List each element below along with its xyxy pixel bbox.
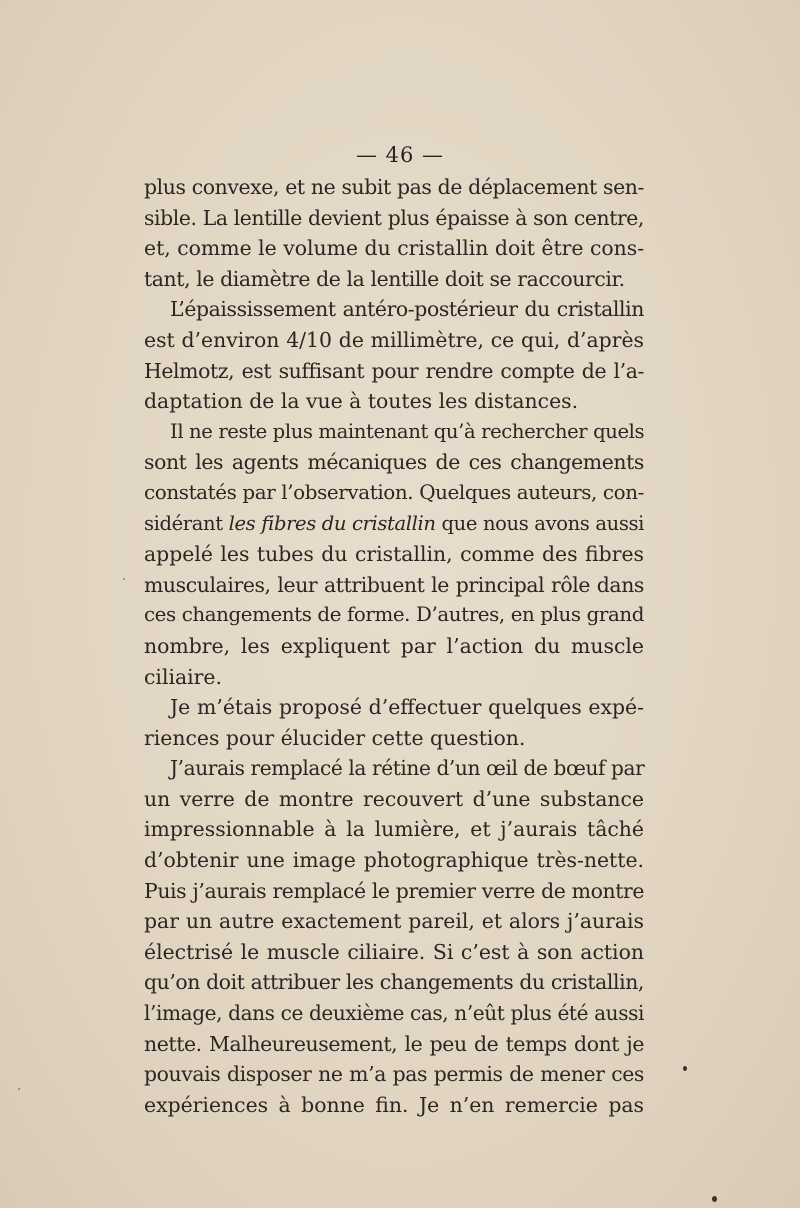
text-line: daptation de la vue à toutes les distances. xyxy=(144,389,579,414)
text-line: tant, le diamètre de la lentille doit se raccourcir. xyxy=(144,266,625,291)
text-line: l’image, dans ce deuxième cas, n’eût plus été aussi xyxy=(144,1001,644,1026)
text-line: est d’environ 4/10 de millimètre, ce qui, d’après xyxy=(144,327,644,352)
text-line: d’obtenir une image photographique très-nette. xyxy=(144,848,644,873)
text-line: et, comme le volume du cristallin doit être cons- xyxy=(144,236,645,261)
text-line: riences pour élucider cette question. xyxy=(144,725,526,750)
paper-speck xyxy=(18,1088,20,1090)
text-line: constatés par l’observation. Quelques auteurs, con- xyxy=(144,480,644,504)
text-line: Je m’étais proposé d’effectuer quelques expé- xyxy=(170,695,644,720)
text-line: sible. La lentille devient plus épaisse à son centre, xyxy=(144,205,644,230)
paper-speck xyxy=(123,578,125,580)
text-line: sidérant les fibres du cristallin que nous avons aussi xyxy=(144,511,644,535)
text-line: sont les agents mécaniques de ces changements xyxy=(144,450,644,475)
text-line: appelé les tubes du cristallin, comme des fibres xyxy=(144,542,644,567)
text-line: Helmotz, est suffisant pour rendre compte de l’a- xyxy=(144,358,644,383)
text-line: Il ne reste plus maintenant qu’à rechercher quels xyxy=(170,419,645,443)
text-line: ces changements de forme. D’autres, en plus grand xyxy=(144,603,644,627)
text-line: impressionnable à la lumière, et j’aurais tâché xyxy=(144,817,644,842)
text-line: J’aurais remplacé la rétine d’un œil de bœuf par xyxy=(170,756,645,781)
text-line: par un autre exactement pareil, et alors j’aurais xyxy=(144,909,644,934)
text-line: nette. Malheureusement, le peu de temps dont je xyxy=(144,1031,644,1056)
text-line: ciliaire. xyxy=(144,664,222,689)
text-line: expériences à bonne fin. Je n’en remercie pas xyxy=(144,1092,644,1117)
text-line: électrisé le muscle ciliaire. Si c’est à son action xyxy=(144,939,644,964)
text-line: nombre, les expliquent par l’action du muscle xyxy=(144,633,644,658)
text-line: Puis j’aurais remplacé le premier verre de montre xyxy=(144,878,644,903)
text-line: qu’on doit attribuer les changements du cristallin, xyxy=(144,970,644,995)
page-number: — 46 — xyxy=(355,143,445,167)
paper-speck xyxy=(712,1196,717,1202)
text-line: plus convexe, et ne subit pas de déplacement sen- xyxy=(144,175,644,199)
text-line: musculaires, leur attribuent le principal rôle dans xyxy=(144,572,644,597)
paper-speck xyxy=(683,1066,687,1071)
text-line: un verre de montre recouvert d’une substance xyxy=(144,786,644,811)
text-line: pouvais disposer ne m’a pas permis de mener ces xyxy=(144,1062,644,1087)
body-text xyxy=(144,172,644,1120)
text-line: L’épaississement antéro-postérieur du cristallin xyxy=(170,297,644,322)
